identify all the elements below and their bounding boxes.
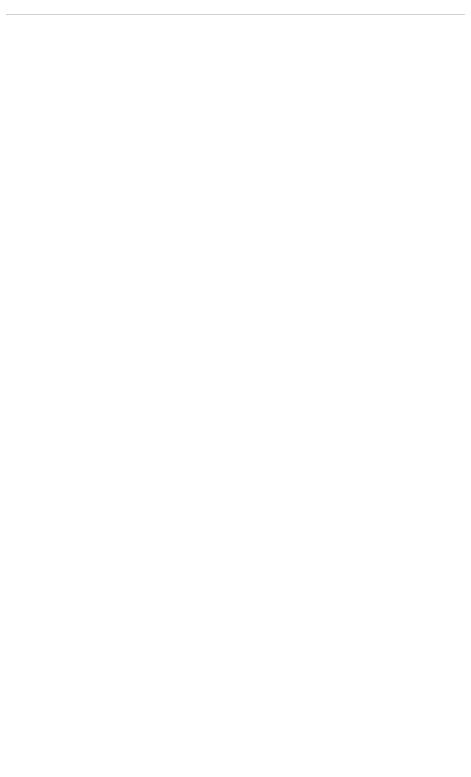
article-headline xyxy=(6,19,465,47)
clipping-top-edge xyxy=(6,6,465,15)
